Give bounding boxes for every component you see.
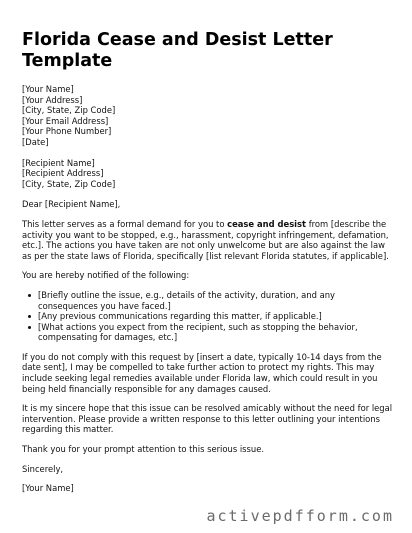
demand-text-end: from [describe the activity you want to be stopped, e.g., harassment, copyright infringement, defamation, etc.]. The actions you have taken are not only unwelcome but are also against the law as per the state laws of Florida, specifically [list relevant Florida statutes, if applicable]. [22,218,389,261]
letter-date: [Date] [22,136,49,147]
sender-email: [Your Email Address] [22,115,109,126]
recipient-name: [Recipient Name] [22,157,95,168]
recipient-city-state-zip: [City, State, Zip Code] [22,178,116,189]
bullet-dot-icon [28,294,31,297]
site-watermark: activepdfform.com [206,507,394,525]
recipient-address-block [22,158,394,190]
signature: [Your Name] [22,483,74,494]
demand-bold-phrase: cease and desist [227,218,307,229]
demand-text-start: This letter serves as a formal demand for you to [22,218,228,229]
demand-paragraph [22,219,394,261]
salutation: Dear [Recipient Name], [22,199,121,210]
document-title: Florida Cease and Desist Letter Template [22,30,333,71]
list-item-text: [Briefly outline the issue, e.g., details of the activity, duration, and any consequences you have faced.] [38,289,335,311]
list-item-text: [What actions you expect from the recipient, such as stopping the behavior, compensating for damages, etc.] [38,321,358,343]
issue-list [22,290,394,343]
thanks-paragraph: Thank you for your prompt attention to this serious issue. [22,444,265,455]
bullet-dot-icon [28,315,31,318]
sender-phone: [Your Phone Number] [22,126,112,137]
sender-city-state-zip: [City, State, Zip Code] [22,105,116,116]
recipient-address: [Recipient Address] [22,168,104,179]
list-item [22,322,394,343]
closing: Sincerely, [22,463,64,474]
list-item [22,290,394,311]
sender-address: [Your Address] [22,94,83,105]
list-item-text: [Any previous communications regarding this matter, if applicable.] [38,311,322,322]
bullet-dot-icon [28,326,31,329]
resolution-paragraph: It is my sincere hope that this issue can be resolved amicably without the need for legal intervention. Please provide a written response to this letter outlining your intentions regarding this matter. [22,403,393,435]
sender-name: [Your Name] [22,84,74,94]
compliance-paragraph: If you do not comply with this request by [insert a date, typically 10-14 days from the date sent], I may be compelled to take further action to protect my rights. This may include seeking legal remedies available under Florida law, which could result in you being held financially responsible for any damages caused. [22,351,382,394]
notified-intro: You are hereby notified of the following: [22,270,190,281]
letter-page [22,30,394,503]
list-item [22,311,394,322]
sender-address-block [22,84,394,148]
